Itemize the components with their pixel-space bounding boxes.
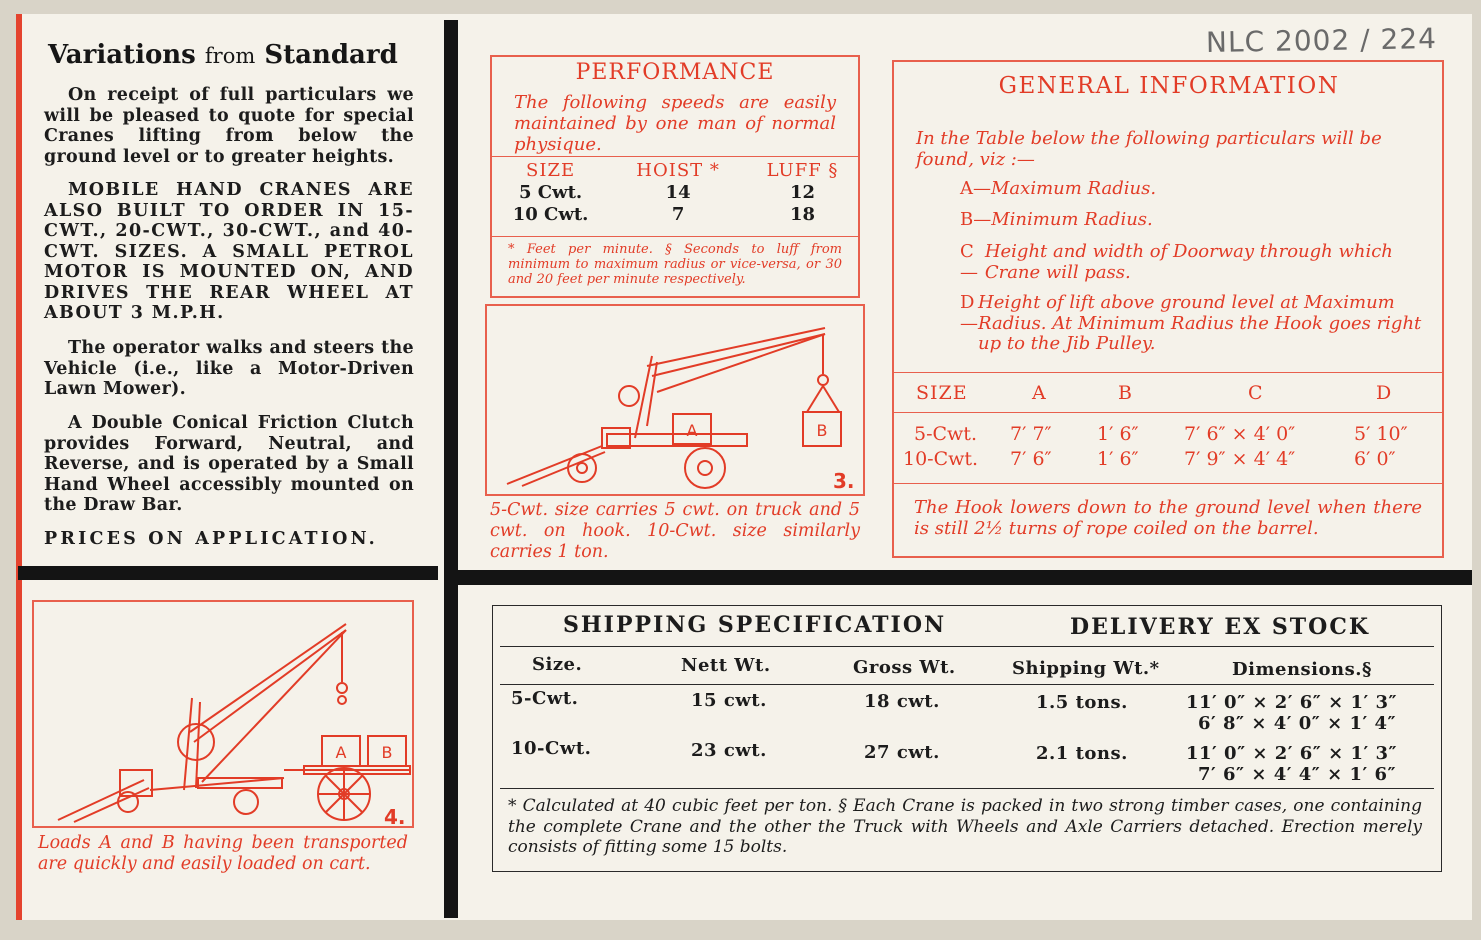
performance-header-row (490, 160, 860, 182)
delivery-title: DELIVERY EX STOCK (1070, 614, 1370, 640)
gi-rule-2 (894, 412, 1442, 413)
gi-rule-3 (894, 483, 1442, 484)
ship-cell-shipping: 2.1 tons. (1036, 743, 1128, 764)
item-text: Maximum Radius. (991, 178, 1157, 199)
variations-para-3: The operator walks and steers the Vehicle (i.e., like a Motor-Driven Lawn Mower). (44, 338, 414, 399)
archive-stamp: NLC 2002 / 224 (1205, 21, 1438, 60)
figure-3-caption: 5-Cwt. size carries 5 cwt. on truck and 5 cwt. on hook. 10-Cwt. size similarly carries 1 ton. (490, 500, 860, 562)
shipping-rule-3 (500, 788, 1434, 789)
gi-cell: 7′ 9″ × 4′ 4″ (1184, 448, 1296, 470)
perf-header-hoist: HOIST * (636, 160, 720, 181)
gi-cell: 6′ 0″ (1354, 448, 1396, 470)
gi-cell: 1′ 6″ (1097, 448, 1139, 470)
ship-cell-gross: 27 cwt. (864, 742, 940, 763)
general-info-item (960, 210, 1422, 231)
figure-4-label-b: B (381, 743, 393, 762)
gi-header-b: B (1118, 382, 1133, 404)
performance-table (490, 160, 860, 226)
general-info-title: GENERAL INFORMATION (998, 73, 1340, 99)
item-key: C— (960, 241, 978, 283)
variations-para-2: MOBILE HAND CRANES ARE ALSO BUILT TO ORDER IN 15-CWT., 20-CWT., 30-CWT., and 40-CWT. SIZES. A SMALL PETROL MOTOR IS MOUNTED ON, AND DRIVES THE REAR WHEEL AT ABOUT 3 M.P.H. (44, 180, 414, 323)
ship-cell-dim2: 7′ 6″ × 4′ 4″ × 1′ 6″ (1198, 764, 1397, 785)
figure-4-frame (32, 600, 414, 828)
gi-cell: 10-Cwt. (903, 448, 979, 470)
figure-4-number: 4. (384, 805, 406, 826)
variations-title: Variations from Standard (48, 40, 398, 70)
perf-size: 5 Cwt. (518, 182, 583, 203)
general-info-note: The Hook lowers down to the ground level when there is still 2½ turns of rope coiled on the barrel. (914, 497, 1422, 539)
general-info-item (960, 242, 1422, 283)
perf-hoist: 7 (671, 204, 685, 225)
perf-luff: 18 (789, 204, 816, 225)
item-text: Height of lift above ground level at Maximum Radius. At Minimum Radius the Hook goes right up to the Jib Pulley. (978, 292, 1422, 354)
ship-cell-nett: 23 cwt. (691, 740, 767, 761)
ship-header-nett: Nett Wt. (681, 655, 771, 676)
figure-3-label-a: A (686, 421, 698, 440)
performance-row (490, 182, 860, 204)
ship-cell-dim1: 11′ 0″ × 2′ 6″ × 1′ 3″ (1186, 692, 1398, 713)
ship-header-gross: Gross Wt. (853, 657, 956, 678)
ship-cell-dim1: 11′ 0″ × 2′ 6″ × 1′ 3″ (1186, 743, 1398, 764)
gi-rule-1 (894, 372, 1442, 373)
shipping-rule-2 (500, 684, 1434, 685)
gi-cell: 7′ 6″ × 4′ 0″ (1184, 423, 1296, 445)
ship-cell-size: 5-Cwt. (511, 688, 579, 709)
perf-hoist: 14 (665, 182, 691, 203)
shipping-rule-1 (500, 646, 1434, 647)
figure-3-number: 3. (833, 469, 855, 493)
gi-cell: 5′ 10″ (1354, 423, 1408, 445)
ship-header-size: Size. (532, 654, 583, 675)
red-page-edge (16, 14, 22, 920)
crane-loading-cart-illustration (34, 602, 412, 826)
item-key: A— (960, 178, 991, 199)
item-key: B— (960, 209, 992, 230)
prices-line: PRICES ON APPLICATION. (44, 529, 378, 549)
gi-header-a: A (1032, 382, 1047, 404)
ship-cell-dim2: 6′ 8″ × 4′ 0″ × 1′ 4″ (1198, 713, 1397, 734)
figure-4-caption: Loads A and B having been transported are quickly and easily loaded on cart. (38, 833, 408, 874)
figure-4-label-a: A (335, 743, 347, 762)
ship-cell-size: 10-Cwt. (511, 738, 592, 759)
ship-header-shipping: Shipping Wt.* (1012, 658, 1160, 679)
figure-3-frame (485, 304, 865, 496)
performance-rule-bottom (492, 236, 858, 237)
perf-size: 10 Cwt. (512, 204, 589, 225)
general-info-intro: In the Table below the following particulars will be found, viz :— (916, 128, 1382, 170)
ship-cell-gross: 18 cwt. (864, 691, 940, 712)
left-horizontal-divider (18, 566, 438, 580)
general-info-item (960, 179, 1422, 200)
ship-cell-shipping: 1.5 tons. (1036, 692, 1128, 713)
gi-header-c: C (1248, 382, 1264, 404)
variations-para-1: On receipt of full particulars we will be pleased to quote for special Cranes lifting from below the ground level or to greater heights. (44, 85, 414, 167)
perf-header-size: SIZE (526, 160, 576, 181)
item-key: D— (960, 292, 978, 334)
gi-cell: 1′ 6″ (1097, 423, 1139, 445)
ship-cell-nett: 15 cwt. (691, 690, 767, 711)
gi-cell: 7′ 7″ (1010, 423, 1052, 445)
gi-cell: 7′ 6″ (1010, 448, 1052, 470)
perf-luff: 12 (789, 182, 816, 203)
performance-title: PERFORMANCE (575, 60, 775, 85)
performance-rule-top (492, 156, 858, 157)
crane-on-truck-illustration (487, 306, 863, 494)
right-horizontal-divider (456, 570, 1472, 585)
variations-para-4: A Double Conical Friction Clutch provides Forward, Neutral, and Reverse, and is operated by a Small Hand Wheel accessibly mounted on the Draw Bar. (44, 413, 414, 515)
figure-3-label-b: B (816, 421, 828, 440)
ship-header-dimensions: Dimensions.§ (1232, 659, 1372, 680)
shipping-title: SHIPPING SPECIFICATION (563, 612, 947, 638)
item-text: Minimum Radius. (991, 209, 1153, 230)
general-info-item (960, 293, 1422, 355)
gi-header-d: D (1376, 382, 1393, 404)
perf-header-luff: LUFF § (766, 160, 839, 181)
performance-intro: The following speeds are easily maintained by one man of normal physique. (514, 92, 836, 155)
gi-header-size: SIZE (916, 382, 968, 404)
performance-footnote: * Feet per minute. § Seconds to luff from minimum to maximum radius or vice-versa, or 30 and 20 feet per minute respectively. (508, 242, 842, 287)
item-text: Height and width of Doorway through which Crane will pass. (984, 241, 1393, 283)
performance-row (490, 204, 860, 226)
gi-cell: 5-Cwt. (914, 423, 977, 445)
shipping-note: * Calculated at 40 cubic feet per ton. § Each Crane is packed in two strong timber cases, one containing the complete Crane and the other the Truck with Wheels and Axle Carriers detached. Erection merely consists of fitting some 15 bolts. (508, 796, 1422, 857)
vertical-divider (444, 20, 458, 918)
